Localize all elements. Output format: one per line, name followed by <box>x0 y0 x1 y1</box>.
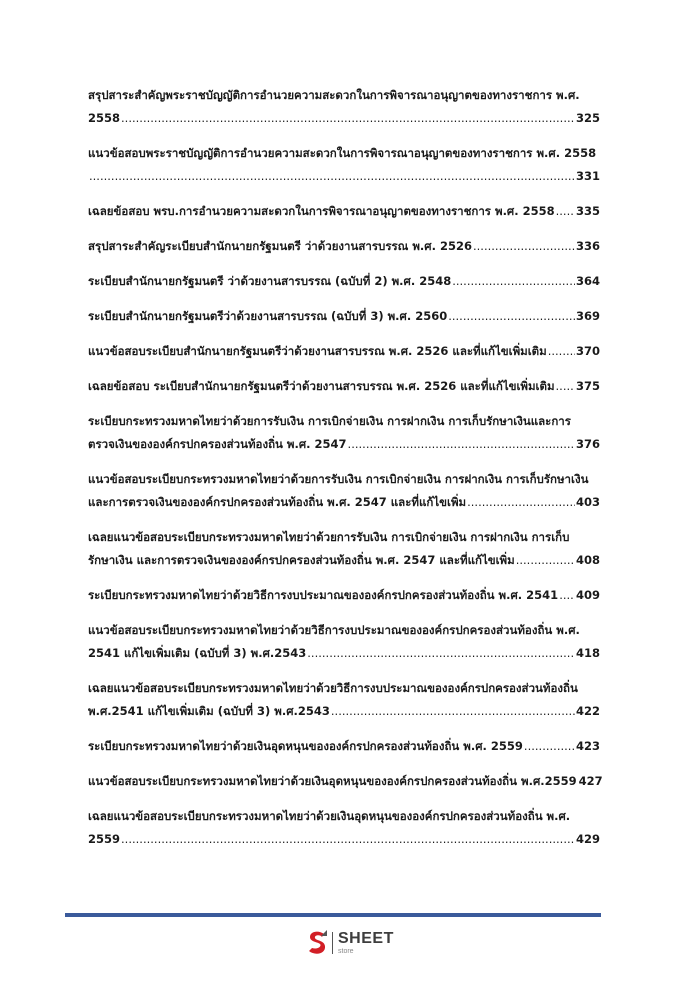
footer-rule <box>65 913 601 917</box>
toc-entry-title: รักษาเงิน และการตรวจเงินขององค์กรปกครองส่วนท้องถิ่น พ.ศ. 2547 และที่แก้ไขเพิ่ม <box>88 553 515 567</box>
toc-entry[interactable] <box>88 84 600 130</box>
toc-page-number: 335 <box>575 204 600 218</box>
table-of-contents <box>88 84 603 863</box>
toc-entry-title: ตรวจเงินขององค์กรปกครองส่วนท้องถิ่น พ.ศ. 2547 <box>88 437 347 451</box>
toc-entry-title: แนวข้อสอบระเบียบกระทรวงมหาดไทยว่าด้วยเงินอุดหนุนขององค์กรปกครองส่วนท้องถิ่น พ.ศ.2559 <box>88 774 577 788</box>
brand-name: SHEET <box>338 930 394 947</box>
toc-page-number: 325 <box>575 111 600 125</box>
toc-entry[interactable] <box>88 305 600 328</box>
dot-leader <box>121 107 575 130</box>
dot-leader <box>331 700 575 723</box>
toc-entry-page-line <box>88 735 600 758</box>
toc-page-number: 370 <box>575 344 600 358</box>
toc-entry-title: ระเบียบกระทรวงมหาดไทยว่าด้วยเงินอุดหนุนขององค์กรปกครองส่วนท้องถิ่น พ.ศ. 2559 <box>88 739 523 753</box>
toc-entry-title: ระเบียบสำนักนายกรัฐมนตรี ว่าด้วยงานสารบรรณ (ฉบับที่ 2) พ.ศ. 2548 <box>88 274 452 288</box>
toc-entry[interactable] <box>88 235 600 258</box>
toc-entry[interactable] <box>88 200 600 223</box>
toc-entry-page-line <box>88 375 600 398</box>
toc-page-number: 336 <box>575 239 600 253</box>
logo-text <box>338 931 394 955</box>
toc-entry[interactable] <box>88 770 603 793</box>
toc-page-number: 429 <box>575 832 600 846</box>
toc-entry-title-line: ระเบียบกระทรวงมหาดไทยว่าด้วยการรับเงิน การเบิกจ่ายเงิน การฝากเงิน การเก็บรักษาเงินและการ <box>88 414 571 428</box>
toc-entry[interactable] <box>88 619 600 665</box>
toc-entry-title-line: แนวข้อสอบระเบียบกระทรวงมหาดไทยว่าด้วยวิธีการงบประมาณขององค์กรปกครองส่วนท้องถิ่น พ.ศ. <box>88 623 580 637</box>
toc-entry-title: ระเบียบกระทรวงมหาดไทยว่าด้วยวิธีการงบประมาณขององค์กรปกครองส่วนท้องถิ่น พ.ศ. 2541 <box>88 588 559 602</box>
toc-entry[interactable] <box>88 340 600 363</box>
toc-entry-title-line: แนวข้อสอบพระราชบัญญัติการอำนวยความสะดวกในการพิจารณาอนุญาตของทางราชการ พ.ศ. 2558 <box>88 146 597 160</box>
toc-entry-title: พ.ศ.2541 แก้ไขเพิ่มเติม (ฉบับที่ 3) พ.ศ.2543 <box>88 704 330 718</box>
toc-entry-title: เฉลยข้อสอบ ระเบียบสำนักนายกรัฐมนตรีว่าด้วยงานสารบรรณ พ.ศ. 2526 และที่แก้ไขเพิ่มเติม <box>88 379 555 393</box>
toc-page-number: 423 <box>575 739 600 753</box>
toc-entry[interactable] <box>88 526 600 572</box>
toc-entry-title: ระเบียบสำนักนายกรัฐมนตรีว่าด้วยงานสารบรรณ (ฉบับที่ 3) พ.ศ. 2560 <box>88 309 448 323</box>
toc-page-number: 408 <box>575 553 600 567</box>
toc-entry-page-line <box>88 200 600 223</box>
sheet-store-logo <box>306 928 394 958</box>
toc-entry-title-line: แนวข้อสอบระเบียบกระทรวงมหาดไทยว่าด้วยการรับเงิน การเบิกจ่ายเงิน การฝากเงิน การเก็บรักษาเงิน <box>88 472 589 486</box>
toc-entry[interactable] <box>88 468 600 514</box>
toc-page-number: 369 <box>575 309 600 323</box>
dot-leader <box>448 305 575 328</box>
toc-entry[interactable] <box>88 584 600 607</box>
toc-page-number: 364 <box>575 274 600 288</box>
toc-entry[interactable] <box>88 677 600 723</box>
dot-leader <box>548 340 575 363</box>
toc-entry-title: แนวข้อสอบระเบียบสำนักนายกรัฐมนตรีว่าด้วยงานสารบรรณ พ.ศ. 2526 และที่แก้ไขเพิ่มเติม <box>88 344 547 358</box>
toc-entry-page-line <box>88 584 600 607</box>
toc-entry-title-line: เฉลยแนวข้อสอบระเบียบกระทรวงมหาดไทยว่าด้วยการรับเงิน การเบิกจ่ายเงิน การฝากเงิน การเก็บ <box>88 530 570 544</box>
dot-leader <box>524 735 575 758</box>
dot-leader <box>467 491 575 514</box>
toc-page-number: 409 <box>575 588 600 602</box>
toc-entry-page-line <box>88 165 600 188</box>
dot-leader <box>556 375 575 398</box>
toc-page-number: 376 <box>575 437 600 451</box>
toc-entry-title: 2558 <box>88 111 121 125</box>
toc-entry-page-line <box>88 235 600 258</box>
toc-page-number: 375 <box>575 379 600 393</box>
brand-sub: store <box>338 948 354 955</box>
toc-entry[interactable] <box>88 142 600 188</box>
dot-leader <box>307 642 575 665</box>
toc-page-number: 422 <box>575 704 600 718</box>
toc-entry-page-line <box>88 491 600 514</box>
toc-page-number: 427 <box>578 774 603 788</box>
toc-entry[interactable] <box>88 805 600 851</box>
toc-entry-title-line: สรุปสาระสำคัญพระราชบัญญัติการอำนวยความสะดวกในการพิจารณาอนุญาตของทางราชการ พ.ศ. <box>88 88 580 102</box>
dot-leader <box>89 165 575 188</box>
toc-entry-page-line <box>88 270 600 293</box>
toc-entry-title-line: เฉลยแนวข้อสอบระเบียบกระทรวงมหาดไทยว่าด้วยวิธีการงบประมาณขององค์กรปกครองส่วนท้องถิ่น <box>88 681 578 695</box>
toc-page-number: 418 <box>575 646 600 660</box>
dot-leader <box>516 549 575 572</box>
toc-entry-title: 2559 <box>88 832 121 846</box>
toc-entry-page-line <box>88 770 603 793</box>
toc-entry-title: และการตรวจเงินขององค์กรปกครองส่วนท้องถิ่น พ.ศ. 2547 และที่แก้ไขเพิ่ม <box>88 495 467 509</box>
toc-entry-title: 2541 แก้ไขเพิ่มเติม (ฉบับที่ 3) พ.ศ.2543 <box>88 646 307 660</box>
dot-leader <box>556 200 575 223</box>
toc-entry-page-line <box>88 828 600 851</box>
toc-entry-title: เฉลยข้อสอบ พรบ.การอำนวยความสะดวกในการพิจารณาอนุญาตของทางราชการ พ.ศ. 2558 <box>88 204 555 218</box>
toc-entry-page-line <box>88 433 600 456</box>
toc-entry[interactable] <box>88 735 600 758</box>
toc-page-number: 403 <box>575 495 600 509</box>
dot-leader <box>473 235 575 258</box>
toc-entry[interactable] <box>88 270 600 293</box>
toc-entry-page-line <box>88 107 600 130</box>
toc-entry[interactable] <box>88 375 600 398</box>
toc-entry-page-line <box>88 700 600 723</box>
dot-leader <box>559 584 575 607</box>
sheet-logo-icon <box>306 930 328 956</box>
dot-leader <box>452 270 575 293</box>
toc-entry-page-line <box>88 340 600 363</box>
toc-entry-page-line <box>88 642 600 665</box>
toc-page-number: 331 <box>575 169 600 183</box>
logo-divider <box>332 932 333 954</box>
toc-entry-title-line: เฉลยแนวข้อสอบระเบียบกระทรวงมหาดไทยว่าด้วยเงินอุดหนุนขององค์กรปกครองส่วนท้องถิ่น พ.ศ. <box>88 809 571 823</box>
toc-entry-page-line <box>88 305 600 328</box>
dot-leader <box>348 433 575 456</box>
toc-entry-page-line <box>88 549 600 572</box>
toc-entry[interactable] <box>88 410 600 456</box>
toc-entry-title: สรุปสาระสำคัญระเบียบสำนักนายกรัฐมนตรี ว่าด้วยงานสารบรรณ พ.ศ. 2526 <box>88 239 472 253</box>
dot-leader <box>121 828 575 851</box>
